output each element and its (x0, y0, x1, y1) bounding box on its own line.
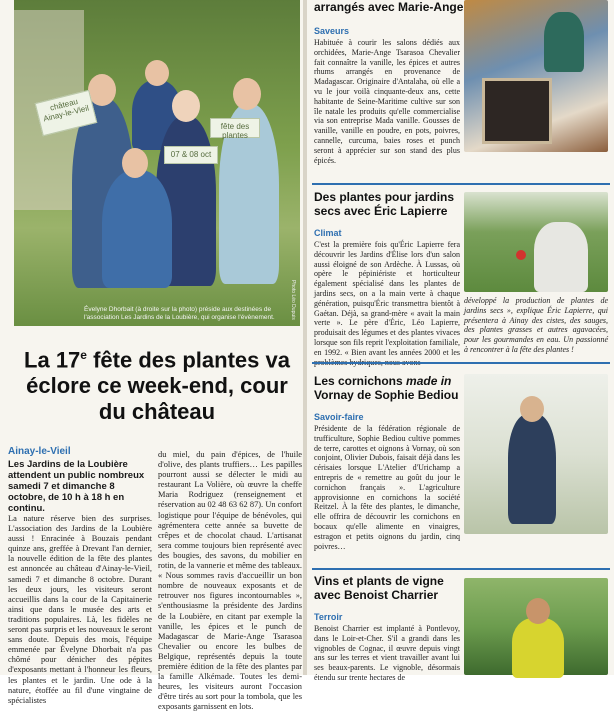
section-title: Les cornichons made in Vornay de Sophie Bediou (314, 374, 459, 402)
section-kicker: Climat (314, 228, 342, 238)
person-back-head (145, 60, 169, 86)
man-yellow-shirt (512, 618, 564, 678)
column-divider (303, 0, 307, 675)
section-kicker: Terroir (314, 612, 343, 622)
section-kicker: Saveurs (314, 26, 350, 36)
person-right-head (233, 78, 261, 110)
flower-red (516, 250, 526, 260)
woman-figure (508, 414, 556, 524)
photo-credit: Photo Léo Dupuis (290, 280, 296, 320)
section-rule (312, 362, 610, 364)
group-photo (14, 0, 300, 326)
photo-eric-lapierre (464, 192, 608, 292)
headline: La 17e fête des plantes va éclore ce week-end, cour du château (24, 347, 290, 425)
section-body-continued: développé la production de plantes de jardins secs », explique Éric Lapierre, qui présentera à Ainay des cistes, des sauges, des plantes grasses et autres agavacées, pour les gourmandes en eau. Un passionné à rencontrer à la fête des plantes ! (464, 296, 608, 354)
section-title: arrangés avec Marie-Ange (314, 0, 464, 14)
person-kneeling-head (122, 148, 148, 178)
man-figure (534, 222, 588, 292)
person-center-head (172, 90, 200, 122)
dateline: Ainay-le-Vieil (8, 446, 71, 457)
body-column-1: La nature réserve bien des surprises. L'association des Jardins de la Loubière aussi ! Enracinée à Bouzais pendant quinze ans, greffée à Drevant l'an dernier, la nouvelle édition de la fête des plantes est annoncée au château d'Ainay-le-Vieil, samedi 7 et dimanche 8 octobre. Durant les deux jours, les visiteurs seront accueillis dans la cour de la Capitainerie ainsi que dans le musée des arts et traditions populaires. Là, les fidèles ne seront pas surpris et les nouveaux le seront sans doute. Depuis des mois, l'équipe emmenée par Évelyne Dhorbait n'a pas chômé pour dénicher des pépites d'exposants mettant à l'honneur les fleurs, les plantes et le jardin. Une ode à la nature, étoffée au fil d'une vingtaine de spécialistes (8, 514, 152, 705)
photo-sophie-bediou (464, 374, 608, 534)
body-column-2: du miel, du pain d'épices, de l'huile d'olive, des plants truffiers… Les papilles pourront aussi se délecter le midi au restaurant La Volière, où œuvre la cheffe Maria Rodriguez (renseignement et réservation au 02 48 63 62 87). Un confort logistique pour l'équipe de bénévoles, qui agrémentera cette année sa buvette de crêpes et de chocolat chaud. L'artisanat sera comme toujours bien représenté avec des bougies, des savons, du mobilier en rotin, de la vannerie et même des tableaux. « Nous sommes ravis d'accueillir un bon nombre de nouveaux exposants et de retrouver nos figures incontournables », s'enthousiasme la présidente des Jardins de la Loubière, en citant par exemple la vanille, les épices et le punch de Madagascar de Marie-Ange Tsarasoa Chevalier ou encore les bulbes de Belgique, représentés depuis la toute première édition de la fête des plantes par la famille Alkémade. Toutes les demi-heures, les visiteurs auront l'occasion d'être tirés au sort pour la tombola, que les exposants garnissent en lots. (158, 450, 302, 712)
section-title: Des plantes pour jardins secs avec Éric Lapierre (314, 190, 455, 218)
section-title: Vins et plants de vigne avec Benoist Charrier (314, 574, 444, 602)
sign-dates: 07 & 08 oct (164, 146, 218, 164)
section-rule (312, 568, 610, 570)
woman-head (520, 396, 544, 422)
vendor-figure (544, 12, 584, 72)
lede: Les Jardins de la Loubière attendent un public nombreux samedi 7 et dimanche 8 octobre, de 10 h à 18 h en continu. (8, 459, 145, 514)
person-left-head (88, 74, 116, 106)
section-body: Habituée à courir les salons dédiés aux orchidées, Marie-Ange Tsarasoa Chevalier fait connaître la vanille, les épices et autres rhums arrangés en provenance de Madagascar. Originaire d'Antalaha, où elle a vu le jour voilà cinquante-deux ans, cette habitante de Seine-Maritime cultive sur son île natale les produits qu'elle commercialise via son entreprise Mada vanille. Gousses de vanille, vanille en poudre, en pots, poivres, cannelle, curcuma, baies roses et punch seront à apprécier sur son stand des plus épicés. (314, 38, 460, 165)
photo-benoist-charrier (464, 578, 608, 675)
person-kneeling (102, 170, 172, 288)
photo-caption: Évelyne Dhorbait (à droite sur la photo) préside aux destinées de l'association Les Jardins de la Loubière, qui organise l'évènement. (84, 306, 275, 321)
section-body: Présidente de la fédération régionale de trufficulture, Sophie Bediou cultive pommes de terre, carottes et oignons à Vornay, où son conjoint, Olivier Dubois, faisait déjà dans les cérisaies lorsque L'Atelier d'Urichamp a entrepris de « remettre au goût du jour le cornichon français ». L'agriculture approvisionne en cornichons la société Reitzel. À la fête des plantes, le dimanche, elle offrira de découvrir les cornichons en bocaux qu'elle alimente en vinaigres, estragon et petits oignons du jardin, cinq poivres… (314, 424, 460, 551)
man-head (526, 598, 550, 624)
photo-stand-spices (464, 0, 608, 152)
stand-table (482, 78, 552, 144)
sign-fete: fête des plantes (210, 118, 260, 138)
sign-chateau: château Ainay-le-Vieil (35, 90, 98, 137)
section-body: Benoist Charrier est implanté à Pontlevoy, dans le Loir-et-Cher. S'il a grandi dans les vignobles de Cognac, il œuvre depuis vingt ans sur les terres et vient travailler avant lui ses beaux-parents. Le vignoble, désormais étendu sur trente hectares de (314, 624, 460, 682)
section-rule (312, 183, 610, 185)
section-body: C'est la première fois qu'Éric Lapierre fera découvrir les Jardins d'Élise lors d'un salon aussi éloigné de son Ardèche. À Lussas, où opère le pépiniériste et horticulteur également spécialisé dans les plantes de jardins secs, on a la main verte à chaque génération, puisqu'Éric transmettra bientôt à Gaétan. Déjà, sa grand-mère « avait la main verte ». Le père d'Éric, Léo Lapierre, produisait des légumes et des plantes vivaces lorsque son fils reprit l'exploitation familiale, en 1992. « Bien avant les années 2000 et les (314, 240, 460, 357)
section-kicker: Savoir-faire (314, 412, 364, 422)
